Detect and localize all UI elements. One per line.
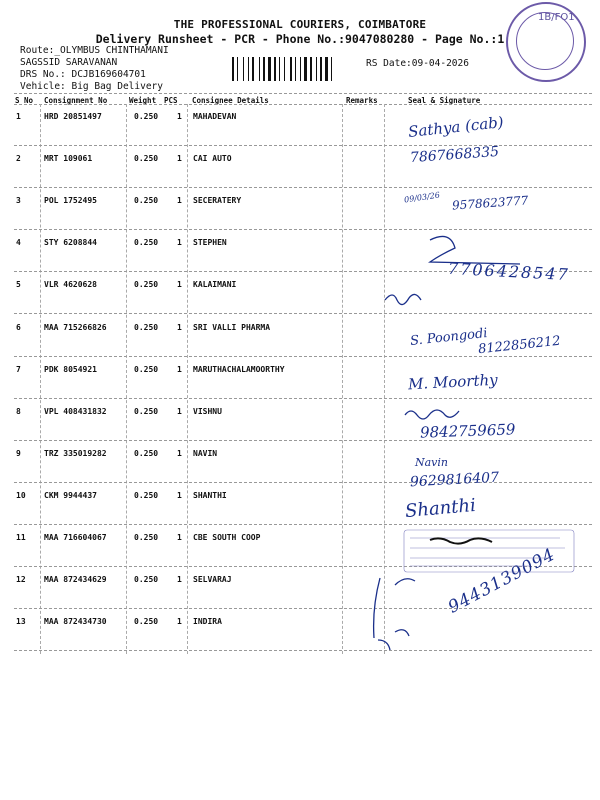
rs-date: RS Date:09-04-2026 [366,58,469,69]
row-wt: 0.250 [134,112,159,121]
col-consignment: Consignment No [44,96,108,105]
row-wt: 0.250 [134,154,159,164]
row-cn: STY 6208844 [44,238,97,248]
phone-4: 7706428547 [447,258,571,285]
signature-6: S. Poongodi [409,325,489,350]
signature-10: Shanthi [404,494,477,523]
row-name: SELVARAJ [193,575,232,585]
row-sno: 11 [16,533,26,542]
phone-13: 9443139094 [445,544,559,618]
row-cn: TRZ 335019282 [44,448,107,458]
row-pcs: 1 [177,490,182,500]
company-title: THE PROFESSIONAL COURIERS, COIMBATORE [173,18,427,31]
row-sno: 9 [16,448,21,458]
coop-stamp [404,530,574,572]
row-name: KALAIMANI [193,280,237,290]
phone-3: 9578623777 [451,193,529,213]
row-wt: 0.250 [134,575,159,585]
phone-9: 9629816407 [409,469,500,491]
row-sno: 8 [16,406,21,416]
row-wt: 0.250 [134,617,159,627]
row-wt: 0.250 [134,322,159,332]
row-name: SECERATERY [193,196,242,206]
col-pcs: PCS [164,96,178,105]
col-remarks: Remarks [346,96,378,105]
row-wt: 0.250 [134,448,159,458]
row-sno: 6 [16,322,21,332]
signature-1: Sathya (cab) [407,113,505,141]
row-name: CBE SOUTH COOP [193,533,261,542]
signature-8-tamil [405,410,459,419]
row-wt: 0.250 [134,533,159,542]
staff-line: SAGSSID SARAVANAN [20,57,118,68]
date-3: 09/03/26 [403,190,441,205]
row-name: MAHADEVAN [193,112,237,121]
row-sno: 10 [16,490,26,500]
row-name: SHANTHI [193,490,227,500]
route-line: Route:_OLYMBUS CHINTHAMANI [20,45,169,56]
row-cn: VLR 4620628 [44,280,97,290]
row-cn: MRT 109061 [44,154,93,164]
row-name: VISHNU [193,406,222,416]
row-pcs: 1 [177,238,182,248]
row-name: INDIRA [193,617,222,627]
row-name: SRI VALLI PHARMA [193,322,271,332]
row-cn: MAA 715266826 [44,322,107,332]
row-pcs: 1 [177,322,182,332]
row-name: STEPHEN [193,238,227,248]
row-pcs: 1 [177,196,182,206]
row-pcs: 1 [177,617,182,627]
row-sno: 12 [16,575,26,585]
row-pcs: 1 [177,280,182,290]
phone-2: 7867668335 [409,143,500,167]
row-sno: 1 [16,112,21,121]
row-cn: HRD 20851497 [44,112,102,121]
stamp-text: 1B/FO1 [538,12,575,23]
signature-13-stroke [374,578,409,650]
row-pcs: 1 [177,154,182,164]
row-sno: 2 [16,154,21,164]
col-weight: Weight [129,96,157,105]
row-pcs: 1 [177,364,182,374]
row-pcs: 1 [177,448,182,458]
phone-8: 9842759659 [419,420,516,442]
row-wt: 0.250 [134,280,159,290]
row-name: CAI AUTO [193,154,232,164]
row-pcs: 1 [177,112,182,121]
col-consignee: Consignee Details [192,96,269,105]
signature-6-tamil [385,294,421,304]
col-seal-signature: Seal & Signature [408,96,481,105]
row-sno: 3 [16,196,21,206]
row-cn: VPL 408431832 [44,406,107,416]
row-pcs: 1 [177,575,182,585]
vehicle-line: Vehicle: Big Bag Delivery [20,81,163,92]
signature-4-stroke [430,236,520,264]
row-cn: POL 1752495 [44,196,97,206]
row-wt: 0.250 [134,406,159,416]
drs-number: DRS No.: DCJB169604701 [20,69,146,80]
row-sno: 13 [16,617,26,627]
signature-9: Navin [415,456,448,469]
row-name: MARUTHACHALAMOORTHY [193,364,285,374]
row-cn: MAA 872434629 [44,575,107,585]
row-sno: 4 [16,238,21,248]
row-sno: 5 [16,280,21,290]
row-wt: 0.250 [134,238,159,248]
coop-signature [430,538,492,543]
signature-7: M. Moorthy [407,370,499,394]
row-sno: 7 [16,364,21,374]
row-cn: CKM 9944437 [44,490,97,500]
row-wt: 0.250 [134,490,159,500]
row-wt: 0.250 [134,364,159,374]
row-cn: PDK 8054921 [44,364,97,374]
phone-6: 8122856212 [477,333,562,358]
row-name: NAVIN [193,448,218,458]
row-wt: 0.250 [134,196,159,206]
row-pcs: 1 [177,406,182,416]
row-pcs: 1 [177,533,182,542]
runsheet-title: Delivery Runsheet - PCR - Phone No.:9047080280 - Page No.:1 [95,32,505,46]
col-sno: S No [15,96,34,105]
row-cn: MAA 716604067 [44,533,107,542]
row-cn: MAA 872434730 [44,617,107,627]
